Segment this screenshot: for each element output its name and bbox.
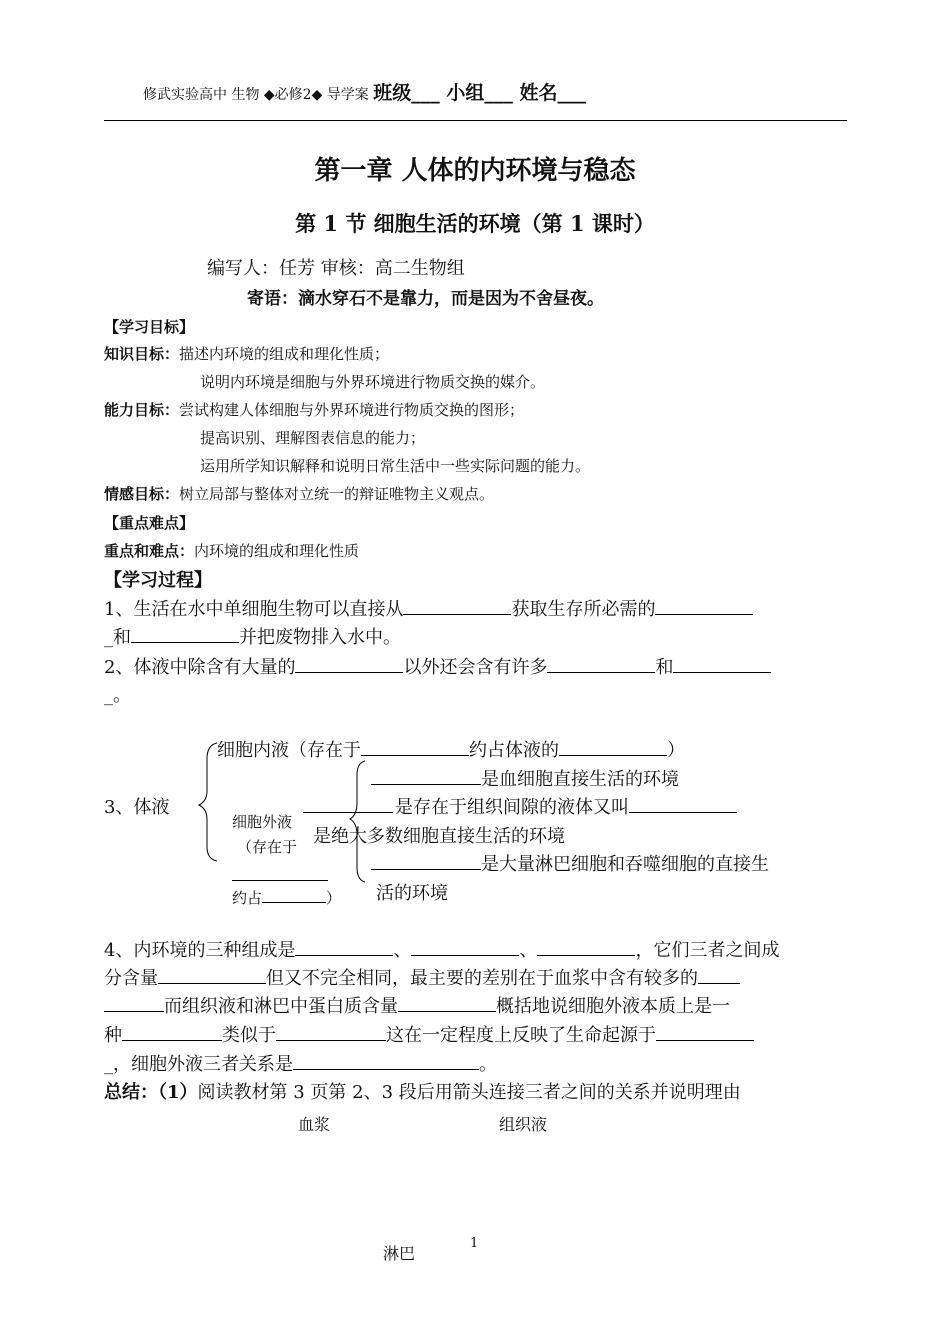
extracellular-proportion-blank[interactable] [262,887,326,903]
header-fields: 班级___ 小组___ 姓名___ [373,82,586,104]
question-4-line-5 [104,1050,497,1076]
intra-text-a: 细胞内液（存在于 [217,740,361,761]
q1-text-b: 获取生存所必需的 [511,599,656,620]
q2-text-a: 2、体液中除含有大量的 [104,657,296,678]
summary [104,1078,741,1104]
intra-text-b: 约占体液的 [469,740,559,761]
q2-text-d: _。 [104,685,131,706]
emotion-label: 情感目标： [104,485,180,503]
lymph-text-a: 是大量淋巴细胞和吞噬细胞的直接生 [481,854,769,875]
q4-blank-5[interactable] [698,965,740,984]
q4-blank-5b[interactable] [104,993,164,1012]
outer-brace [199,743,217,861]
question-4-line-4 [104,1021,754,1047]
plasma-line [371,765,679,791]
q2-blank-1[interactable] [295,654,403,673]
key-heading: 【重点难点】 [104,514,195,532]
q4-text-f: 概括地说细胞外液本质上是一 [496,996,730,1017]
extra-text-3: 约占 [232,889,263,907]
q4-text-e: 而组织液和淋巴中蛋白质含量 [164,996,398,1017]
q2-text-c: 和 [655,657,674,678]
node-tissue-fluid: 组织液 [499,1115,548,1134]
extracellular-label: 细胞外液 [232,813,293,831]
q4-blank-9[interactable] [656,1022,754,1041]
q2-blank-3[interactable] [673,654,771,673]
q4-text-g: 种 [104,1025,122,1046]
knowledge-text-2: 说明内环境是细胞与外界环境进行物质交换的媒介。 [200,373,546,391]
q1-blank-3[interactable] [131,624,239,643]
node-lymph: 淋巴 [383,1244,416,1263]
motto: 寄语：滴水穿石不是靠力，而是因为不舍昼夜。 [247,289,604,309]
q3-label: 3、体液 [104,797,170,818]
knowledge-text-1: 描述内环境的组成和理化性质； [179,345,390,363]
q4-text-a: 4、内环境的三种组成是 [104,940,296,961]
intracellular-fluid-line [217,736,685,762]
q2-blank-2[interactable] [547,654,655,673]
lymph-text-b: 活的环境 [376,883,448,904]
extracellular-proportion [232,887,341,908]
summary-label: 总结：（1） [104,1082,198,1103]
question-1-line-2 [104,623,401,649]
emotion-goal [104,483,494,504]
plasma-blank[interactable] [371,766,481,785]
process-heading: 【学习过程】 [104,570,212,591]
q1-text-c: _和 [104,627,131,648]
lymph-line [371,850,769,876]
tissue-fluid-line [395,793,737,819]
intra-blank-1[interactable] [361,737,469,756]
q4-text-d: 但又不完全相同，最主要的差别在于血浆中含有较多的 [266,968,698,989]
extra-text-4: ） [326,889,342,907]
extracellular-exists-in: （存在于 [237,838,298,856]
tissue-text-a: 是存在于组织间隙的液体又叫 [395,797,629,818]
tissue-text-b: 是绝大多数细胞直接生活的环境 [313,826,565,847]
q4-blank-7[interactable] [122,1022,222,1041]
question-1-line-1 [104,595,753,621]
q4-blank-8[interactable] [276,1022,386,1041]
q4-text-c: 分含量 [104,968,158,989]
key-points [104,540,359,561]
q4-blank-1[interactable] [295,937,393,956]
section-title: 第 1 节 细胞生活的环境（第 1 课时） [295,211,655,236]
q4-blank-10[interactable] [293,1051,479,1070]
intra-text-c: ） [667,740,685,761]
q4-text-k: 。 [479,1054,497,1075]
ability-label: 能力目标： [104,401,180,419]
node-plasma: 血浆 [298,1115,331,1134]
ability-text-1: 尝试构建人体细胞与外界环境进行物质交换的图形； [179,401,525,419]
q1-blank-1[interactable] [403,596,511,615]
q4-text-j: _，细胞外液三者关系是 [104,1054,293,1075]
doc-header [143,78,586,105]
q4-blank-4[interactable] [158,965,266,984]
ability-text-2: 提高识别、理解图表信息的能力； [200,429,426,447]
ability-text-3: 运用所学知识解释和说明日常生活中一些实际问题的能力。 [200,457,591,475]
q4-text-i: 这在一定程度上反映了生命起源于 [386,1025,656,1046]
goals-heading: 【学习目标】 [104,318,195,336]
q4-blank-6[interactable] [398,993,496,1012]
chapter-title: 第一章 人体的内环境与稳态 [314,156,636,186]
question-4-line-1 [104,936,779,962]
emotion-text: 树立局部与整体对立统一的辩证唯物主义观点。 [179,485,495,503]
summary-text: 阅读教材第 3 页第 2、3 段后用箭头连接三者之间的关系并说明理由 [197,1082,741,1103]
q4-text-h: 类似于 [222,1025,276,1046]
q1-text-d: 并把废物排入水中。 [239,627,401,648]
question-2-line-1 [104,653,771,679]
q4-sep-1: 、 [393,940,412,961]
tissue-alias-blank[interactable] [629,794,737,813]
q1-text-a: 1、生活在水中单细胞生物可以直接从 [104,599,404,620]
key-label: 重点和难点： [104,542,195,560]
q1-blank-2[interactable] [655,596,753,615]
q4-blank-3[interactable] [537,937,635,956]
lymph-blank[interactable] [371,851,481,870]
tissue-blank-line[interactable] [303,812,393,813]
key-text: 内环境的组成和理化性质 [194,542,360,560]
question-4-line-2 [104,964,740,990]
q2-text-b: 以外还会含有许多 [403,657,548,678]
plasma-text: 是血细胞直接生活的环境 [481,769,679,790]
knowledge-goal-1 [104,343,389,364]
header-rule [104,120,847,121]
q4-text-b: ，它们三者之间成 [635,940,780,961]
q4-sep-2: 、 [519,940,538,961]
q4-blank-2[interactable] [411,937,519,956]
intra-blank-2[interactable] [559,737,667,756]
header-school: 修武实验高中 生物 ◆必修2◆ 导学案 [143,87,369,103]
page-number: 1 [470,1236,479,1251]
authors: 编写人：任芳 审核：高二生物组 [207,258,465,279]
extracellular-location-blank[interactable] [232,880,328,881]
knowledge-label: 知识目标： [104,345,180,363]
ability-goal-1 [104,399,524,420]
question-4-line-3 [104,992,730,1018]
